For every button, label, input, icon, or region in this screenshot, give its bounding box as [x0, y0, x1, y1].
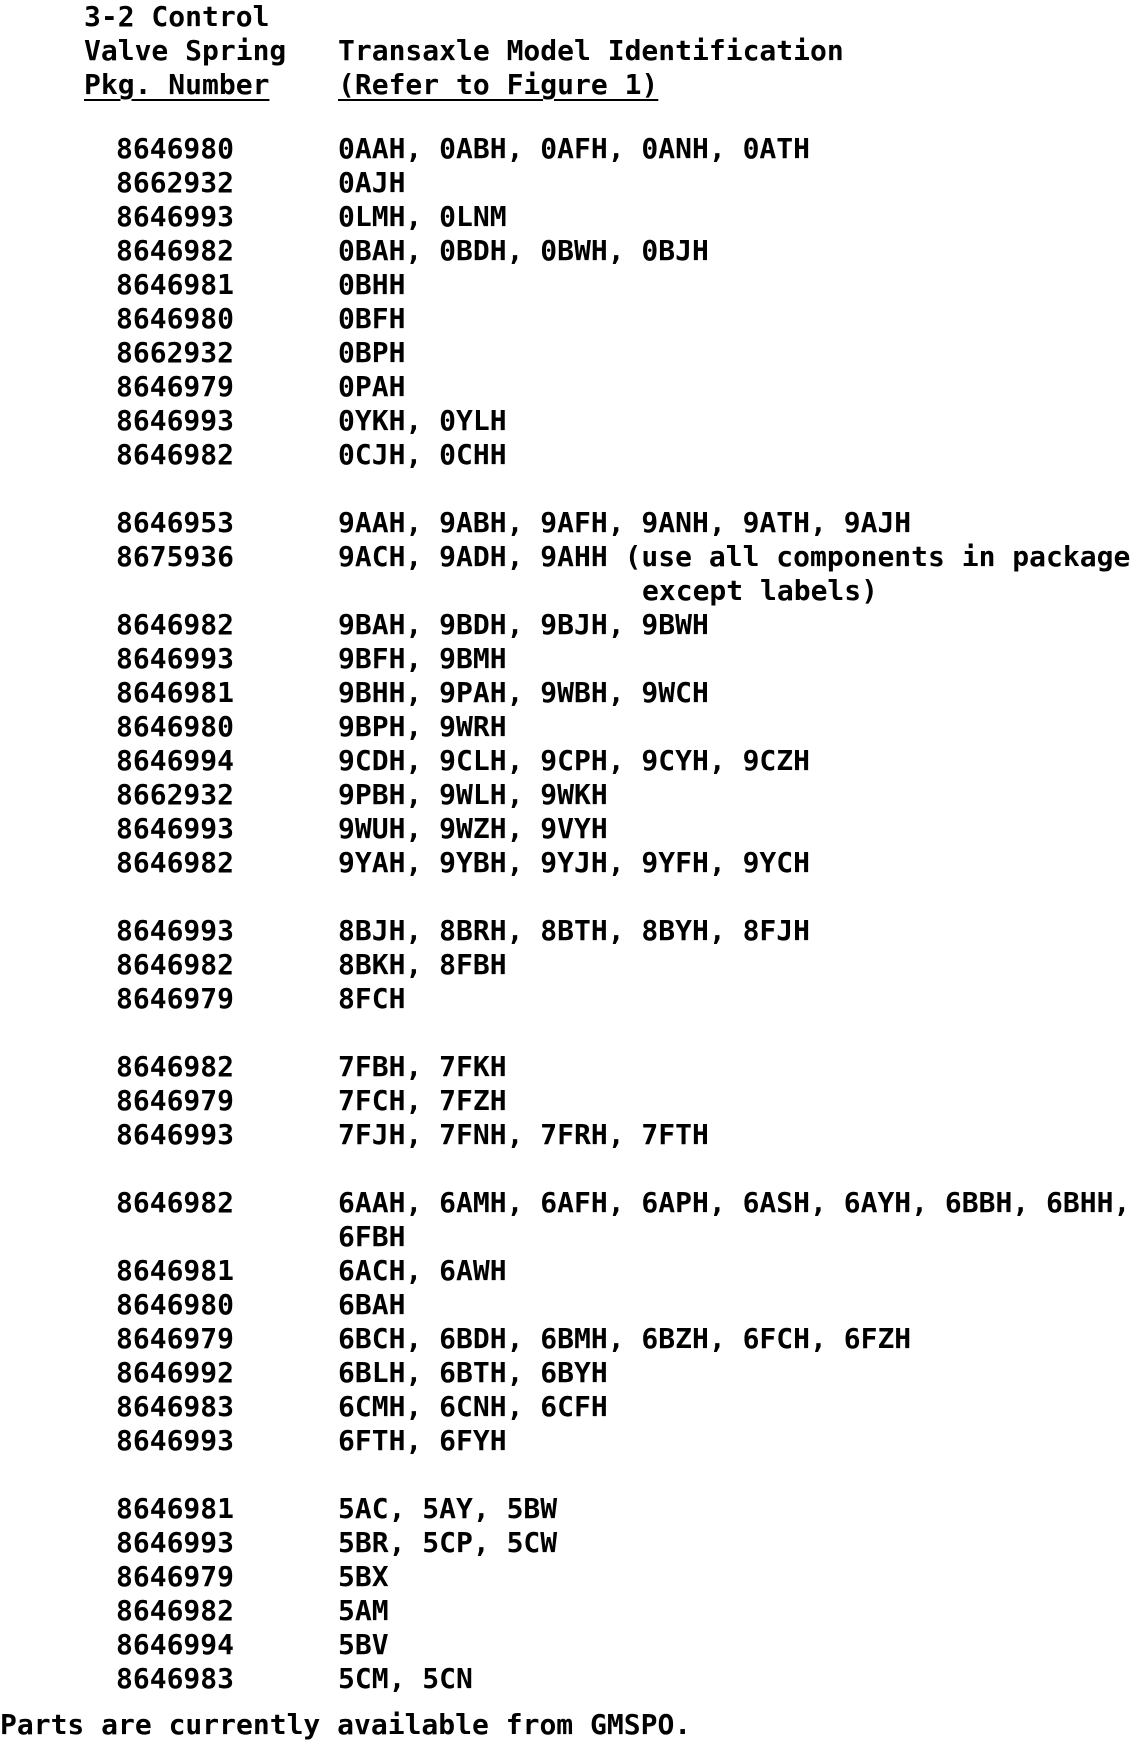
row-group: [0, 1186, 1136, 1458]
pkg-number: 8646980: [116, 1288, 235, 1321]
transaxle-models: [338, 914, 1136, 948]
table-row: [0, 200, 1136, 234]
table-row: [0, 268, 1136, 302]
transaxle-models: [338, 642, 1136, 676]
transaxle-models: [338, 1390, 1136, 1424]
pkg-number: 8646982: [116, 846, 235, 879]
transaxle-models: [338, 132, 1136, 166]
table-row: [0, 1594, 1136, 1628]
transaxle-models: [338, 778, 1136, 812]
transaxle-models: [338, 234, 1136, 268]
transaxle-models: [338, 744, 1136, 778]
pkg-number: 8646980: [116, 710, 235, 743]
table-row: [0, 948, 1136, 982]
pkg-number: 8646993: [116, 812, 235, 845]
table-row: [0, 404, 1136, 438]
pkg-number: 8646982: [116, 438, 235, 471]
table-row: [0, 336, 1136, 370]
transaxle-models: [338, 982, 1136, 1016]
model-list: 0BHH: [338, 268, 406, 301]
pkg-number: 8646993: [116, 404, 235, 437]
transaxle-models: [338, 336, 1136, 370]
table-row: [0, 1084, 1136, 1118]
transaxle-models: [338, 1560, 1136, 1594]
pkg-number: 8646980: [116, 302, 235, 335]
table-row: [0, 302, 1136, 336]
model-list: 5BV: [338, 1628, 389, 1661]
transaxle-models: [338, 200, 1136, 234]
model-list: 8BJH, 8BRH, 8BTH, 8BYH, 8FJH: [338, 914, 811, 947]
pkg-number: 8646982: [116, 948, 235, 981]
model-note-continuation: except labels): [642, 574, 879, 607]
transaxle-models: [338, 710, 1136, 744]
transaxle-models: [338, 1186, 1136, 1254]
spring-package-table: [0, 132, 1136, 1730]
model-list: 6BCH, 6BDH, 6BMH, 6BZH, 6FCH, 6FZH: [338, 1322, 912, 1355]
pkg-number: 8662932: [116, 336, 235, 369]
pkg-number: 8646993: [116, 914, 235, 947]
table-row: [0, 540, 1136, 608]
pkg-number: 8675936: [116, 540, 235, 573]
model-list: 0AJH: [338, 166, 406, 199]
transaxle-models: [338, 1424, 1136, 1458]
transaxle-models: [338, 1254, 1136, 1288]
pkg-number: 8646983: [116, 1662, 235, 1695]
table-row: [0, 166, 1136, 200]
column-header-transaxle-model: [338, 34, 1118, 102]
model-list: 5BR, 5CP, 5CW: [338, 1526, 558, 1559]
row-group: [0, 1492, 1136, 1696]
model-list: 0BFH: [338, 302, 406, 335]
pkg-number: 8646979: [116, 982, 235, 1015]
column-header-pkg-number: [84, 0, 287, 102]
table-row: [0, 1526, 1136, 1560]
transaxle-models: [338, 302, 1136, 336]
pkg-number: 8646993: [116, 1526, 235, 1559]
table-row: [0, 1288, 1136, 1322]
pkg-number: 8646979: [116, 1560, 235, 1593]
table-row: [0, 982, 1136, 1016]
table-row: [0, 642, 1136, 676]
footer-note: Parts are currently available from GMSPO.: [0, 1708, 692, 1741]
row-group: [0, 132, 1136, 472]
model-list: 0YKH, 0YLH: [338, 404, 507, 437]
transaxle-models: [338, 608, 1136, 642]
table-row: [0, 1560, 1136, 1594]
transaxle-models: [338, 676, 1136, 710]
model-list: 5BX: [338, 1560, 389, 1593]
table-row: [0, 1050, 1136, 1084]
model-list: 0CJH, 0CHH: [338, 438, 507, 471]
pkg-number: 8646994: [116, 1628, 235, 1661]
header-line-1: 3-2 Control: [84, 0, 270, 33]
transaxle-models: [338, 404, 1136, 438]
table-row: [0, 676, 1136, 710]
table-row: [0, 1322, 1136, 1356]
header-line-2: Valve Spring: [84, 34, 287, 67]
transaxle-models: [338, 1526, 1136, 1560]
model-list: 5AC, 5AY, 5BW: [338, 1492, 558, 1525]
row-group: [0, 506, 1136, 880]
pkg-number: 8646982: [116, 1186, 235, 1219]
model-list: 0BPH: [338, 336, 406, 369]
row-group: [0, 914, 1136, 1016]
transaxle-models: [338, 1662, 1136, 1696]
transaxle-models: [338, 1356, 1136, 1390]
pkg-number: 8646953: [116, 506, 235, 539]
model-list: 0PAH: [338, 370, 406, 403]
table-row: [0, 1118, 1136, 1152]
transaxle-models: [338, 1118, 1136, 1152]
model-list: 0LMH, 0LNM: [338, 200, 507, 233]
table-row: [0, 1186, 1136, 1254]
table-row: [0, 438, 1136, 472]
transaxle-models: [338, 1050, 1136, 1084]
model-list: 6BLH, 6BTH, 6BYH: [338, 1356, 608, 1389]
row-group: [0, 1050, 1136, 1152]
model-list: 7FCH, 7FZH: [338, 1084, 507, 1117]
model-list: 6BAH: [338, 1288, 406, 1321]
pkg-number: 8646982: [116, 608, 235, 641]
model-list: 8BKH, 8FBH: [338, 948, 507, 981]
transaxle-models: [338, 948, 1136, 982]
model-list: 7FJH, 7FNH, 7FRH, 7FTH: [338, 1118, 709, 1151]
table-row: [0, 1424, 1136, 1458]
transaxle-models: [338, 370, 1136, 404]
transaxle-models: [338, 1288, 1136, 1322]
pkg-number: 8646983: [116, 1390, 235, 1423]
table-row: [0, 1662, 1136, 1696]
pkg-number: 8646979: [116, 370, 235, 403]
pkg-number: 8662932: [116, 778, 235, 811]
transaxle-models: [338, 540, 1136, 608]
model-list: 9BHH, 9PAH, 9WBH, 9WCH: [338, 676, 709, 709]
table-row: [0, 608, 1136, 642]
transaxle-models: [338, 506, 1136, 540]
model-list: 0AAH, 0ABH, 0AFH, 0ANH, 0ATH: [338, 132, 811, 165]
transaxle-models: [338, 1322, 1136, 1356]
model-list: 9PBH, 9WLH, 9WKH: [338, 778, 608, 811]
model-list: 9WUH, 9WZH, 9VYH: [338, 812, 608, 845]
model-list: 6FTH, 6FYH: [338, 1424, 507, 1457]
pkg-number: 8646979: [116, 1322, 235, 1355]
model-list-continuation: 6FBH: [338, 1220, 406, 1253]
transaxle-models: [338, 1492, 1136, 1526]
header-underlined-refer-figure: (Refer to Figure 1): [338, 68, 659, 101]
transaxle-models: [338, 1084, 1136, 1118]
pkg-number: 8646994: [116, 744, 235, 777]
table-row: [0, 744, 1136, 778]
pkg-number: 8646993: [116, 642, 235, 675]
table-row: [0, 710, 1136, 744]
pkg-number: 8662932: [116, 166, 235, 199]
pkg-number: 8646980: [116, 132, 235, 165]
model-list: 5AM: [338, 1594, 389, 1627]
table-row: [0, 132, 1136, 166]
pkg-number: 8646981: [116, 676, 235, 709]
model-list: 5CM, 5CN: [338, 1662, 473, 1695]
pkg-number: 8646993: [116, 1424, 235, 1457]
table-row: [0, 778, 1136, 812]
model-list: 9ACH, 9ADH, 9AHH (use all components in package: [338, 540, 1131, 573]
table-row: [0, 914, 1136, 948]
transaxle-models: [338, 1594, 1136, 1628]
pkg-number: 8646979: [116, 1084, 235, 1117]
model-list: 6ACH, 6AWH: [338, 1254, 507, 1287]
model-list: 6CMH, 6CNH, 6CFH: [338, 1390, 608, 1423]
table-row: [0, 1254, 1136, 1288]
model-list: 6AAH, 6AMH, 6AFH, 6APH, 6ASH, 6AYH, 6BBH, 6BHH,: [338, 1186, 1131, 1219]
transaxle-models: [338, 812, 1136, 846]
model-list: 9BFH, 9BMH: [338, 642, 507, 675]
table-row: [0, 370, 1136, 404]
pkg-number: 8646993: [116, 1118, 235, 1151]
table-row: [0, 234, 1136, 268]
transaxle-models: [338, 166, 1136, 200]
model-list: 9AAH, 9ABH, 9AFH, 9ANH, 9ATH, 9AJH: [338, 506, 912, 539]
model-list: 7FBH, 7FKH: [338, 1050, 507, 1083]
table-row: [0, 1356, 1136, 1390]
model-list: 9BPH, 9WRH: [338, 710, 507, 743]
table-row: [0, 846, 1136, 880]
model-list: 9BAH, 9BDH, 9BJH, 9BWH: [338, 608, 709, 641]
model-list: 8FCH: [338, 982, 406, 1015]
header-model-title: Transaxle Model Identification: [338, 34, 844, 67]
pkg-number: 8646992: [116, 1356, 235, 1389]
pkg-number: 8646981: [116, 1492, 235, 1525]
table-row: [0, 1390, 1136, 1424]
transaxle-models: [338, 1628, 1136, 1662]
transaxle-models: [338, 438, 1136, 472]
table-row: [0, 506, 1136, 540]
pkg-number: 8646982: [116, 1050, 235, 1083]
transaxle-models: [338, 846, 1136, 880]
pkg-number: 8646981: [116, 268, 235, 301]
model-list: 9YAH, 9YBH, 9YJH, 9YFH, 9YCH: [338, 846, 811, 879]
pkg-number: 8646982: [116, 234, 235, 267]
table-row: [0, 1492, 1136, 1526]
pkg-number: 8646982: [116, 1594, 235, 1627]
header-underlined-pkg-number: Pkg. Number: [84, 68, 270, 101]
transaxle-models: [338, 268, 1136, 302]
pkg-number: 8646993: [116, 200, 235, 233]
table-row: [0, 812, 1136, 846]
model-list: 9CDH, 9CLH, 9CPH, 9CYH, 9CZH: [338, 744, 811, 777]
model-list: 0BAH, 0BDH, 0BWH, 0BJH: [338, 234, 709, 267]
pkg-number: 8646981: [116, 1254, 235, 1287]
table-row: [0, 1628, 1136, 1662]
